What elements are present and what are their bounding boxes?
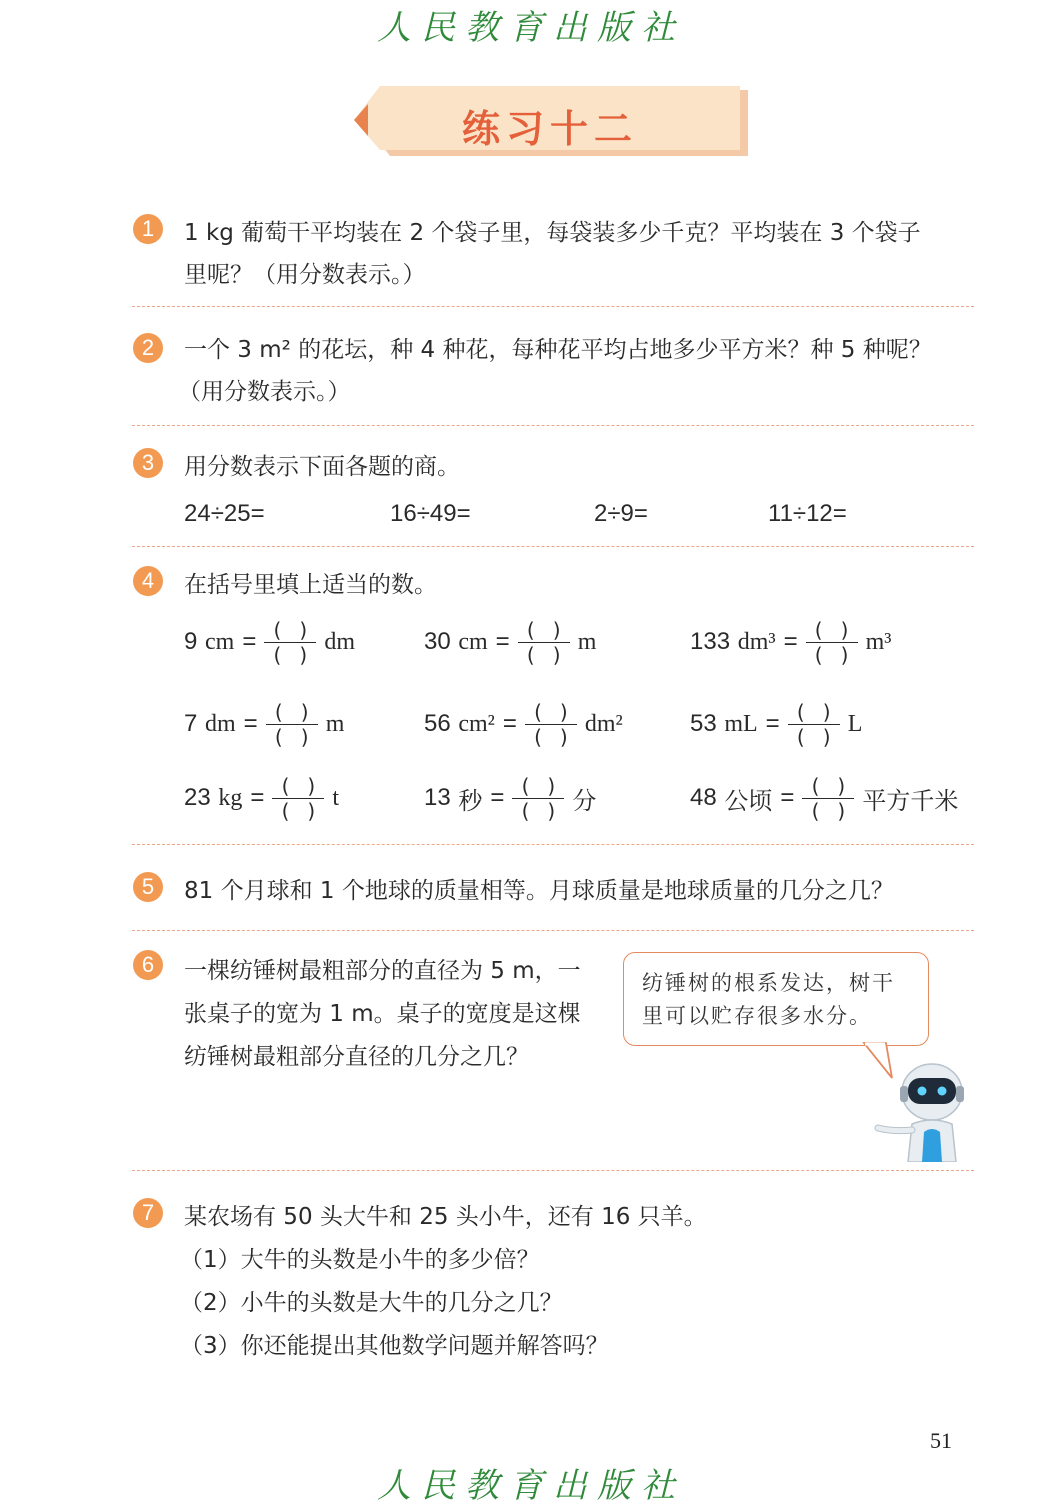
fraction-blank[interactable] (788, 699, 849, 749)
conversion-value: 53 (690, 710, 717, 737)
conversion-item (690, 612, 891, 672)
question-number-5: 5 (133, 872, 163, 902)
equals-sign: = (502, 710, 517, 737)
speech-bubble (623, 952, 929, 1046)
numerator-parens: () (534, 699, 586, 724)
q1-line-1: 1 kg 葡萄干平均装在 2 个袋子里，每袋装多少千克？平均装在 3 个袋子 (184, 220, 921, 246)
conversion-unit: dm (205, 710, 236, 737)
q6-line-1: 一棵纺锤树最粗部分的直径为 5 m，一 (184, 958, 581, 984)
equals-sign: = (780, 784, 795, 811)
numerator-parens: () (526, 617, 579, 642)
fraction-blank[interactable] (525, 699, 586, 749)
q5-text: 81 个月球和 1 个地球的质量相等。月球质量是地球质量的几分之几？ (184, 878, 894, 904)
equals-sign: = (783, 628, 798, 655)
conversion-unit: kg (218, 784, 243, 811)
fraction-blank[interactable] (512, 773, 574, 823)
conversion-unit: cm (458, 628, 488, 655)
question-number-3: 3 (133, 448, 163, 478)
q7-text: 某农场有 50 头大牛和 25 头小牛，还有 16 只羊。 (184, 1204, 707, 1230)
conversion-item (424, 694, 623, 754)
denominator-parens: () (526, 642, 579, 667)
bubble-line-1: 纺锤树的根系发达，树干 (642, 971, 895, 995)
question-number-2: 2 (133, 333, 163, 363)
fraction-blank[interactable] (266, 699, 327, 749)
division-item: 16÷49= (390, 500, 471, 527)
publisher-logo-top: 人民教育出版社 (377, 8, 685, 48)
conversion-item (690, 694, 862, 754)
equals-sign: = (250, 784, 265, 811)
target-unit: dm² (584, 710, 623, 737)
q7-sub-3: （3）你还能提出其他数学问题并解答吗？ (180, 1333, 609, 1359)
numerator-parens: () (281, 773, 334, 798)
conversion-value: 30 (424, 628, 451, 655)
divider (132, 1170, 974, 1171)
page-number: 51 (930, 1428, 952, 1453)
target-unit: 分 (572, 788, 597, 815)
conversion-item (424, 612, 596, 672)
denominator-parens: () (534, 724, 586, 749)
conversion-item (184, 612, 355, 672)
target-unit: t (332, 784, 340, 811)
bubble-line-2: 里可以贮存很多水分。 (642, 1004, 872, 1028)
numerator-parens: () (274, 699, 327, 724)
equals-sign: = (243, 710, 258, 737)
divider (132, 425, 974, 426)
target-unit: 平方千米 (862, 788, 959, 815)
conversion-unit: dm³ (737, 628, 776, 655)
divider (132, 546, 974, 547)
q7-sub-2: （2）小牛的头数是大牛的几分之几？ (180, 1290, 563, 1316)
fraction-blank[interactable] (806, 617, 867, 667)
conversion-value: 7 (184, 710, 198, 737)
conversion-unit: cm (205, 628, 235, 655)
division-item: 11÷12= (768, 500, 847, 527)
conversion-value: 9 (184, 628, 198, 655)
conversion-item (690, 768, 958, 828)
speech-bubble-text (642, 967, 918, 1033)
question-number-6: 6 (133, 950, 163, 980)
target-unit: m (577, 628, 597, 655)
question-number-4: 4 (133, 566, 163, 596)
q1-line-2: 里呢？（用分数表示。） (184, 262, 426, 288)
divider (132, 930, 974, 931)
equals-sign: = (490, 784, 505, 811)
equals-sign: = (242, 628, 257, 655)
target-unit: L (847, 710, 863, 737)
question-number-1: 1 (133, 214, 163, 244)
title-banner (350, 86, 750, 158)
page-title: 练习十二 (461, 106, 638, 151)
target-unit: m (325, 710, 345, 737)
fraction-blank[interactable] (802, 773, 864, 823)
denominator-parens: () (521, 798, 574, 823)
q2-line-1: 一个 3 m² 的花坛，种 4 种花，每种花平均占地多少平方米？种 5 种呢？ (184, 337, 932, 363)
conversion-unit: cm² (458, 710, 495, 737)
q6-line-3: 纺锤树最粗部分直径的几分之几？ (184, 1044, 529, 1070)
q7-sub-1: （1）大牛的头数是小牛的多少倍？ (180, 1247, 540, 1273)
conversion-value: 13 (424, 784, 451, 811)
numerator-parens: () (814, 617, 867, 642)
conversion-unit: mL (724, 710, 758, 737)
equals-sign: = (765, 710, 780, 737)
fraction-blank[interactable] (518, 617, 579, 667)
numerator-parens: () (273, 617, 326, 642)
numerator-parens: () (521, 773, 574, 798)
q4-prompt: 在括号里填上适当的数。 (184, 572, 437, 598)
division-item: 2÷9= (594, 500, 648, 527)
denominator-parens: () (274, 724, 327, 749)
conversion-item (184, 694, 344, 754)
q6-line-2: 张桌子的宽为 1 m。桌子的宽度是这棵 (184, 1001, 581, 1027)
conversion-value: 133 (690, 628, 731, 655)
conversion-unit: 公顷 (724, 788, 773, 815)
divider (132, 306, 974, 307)
conversion-item (184, 768, 339, 828)
fraction-blank[interactable] (264, 617, 326, 667)
equals-sign: = (495, 628, 510, 655)
target-unit: m³ (865, 628, 892, 655)
denominator-parens: () (796, 724, 849, 749)
denominator-parens: () (814, 642, 867, 667)
target-unit: dm (324, 628, 356, 655)
q3-prompt: 用分数表示下面各题的商。 (184, 454, 460, 480)
fraction-blank[interactable] (272, 773, 334, 823)
division-item: 24÷25= (184, 500, 265, 527)
conversion-value: 48 (690, 784, 717, 811)
denominator-parens: () (273, 642, 326, 667)
numerator-parens: () (811, 773, 864, 798)
q2-line-2: （用分数表示。） (178, 379, 351, 405)
numerator-parens: () (796, 699, 849, 724)
publisher-logo-bottom: 人民教育出版社 (377, 1466, 685, 1506)
conversion-value: 56 (424, 710, 451, 737)
question-number-7: 7 (133, 1198, 163, 1228)
denominator-parens: () (811, 798, 864, 823)
conversion-item (424, 768, 596, 828)
conversion-value: 23 (184, 784, 211, 811)
conversion-unit: 秒 (458, 788, 483, 815)
denominator-parens: () (281, 798, 334, 823)
robot-mascot-icon (872, 1058, 977, 1162)
divider (132, 844, 974, 845)
